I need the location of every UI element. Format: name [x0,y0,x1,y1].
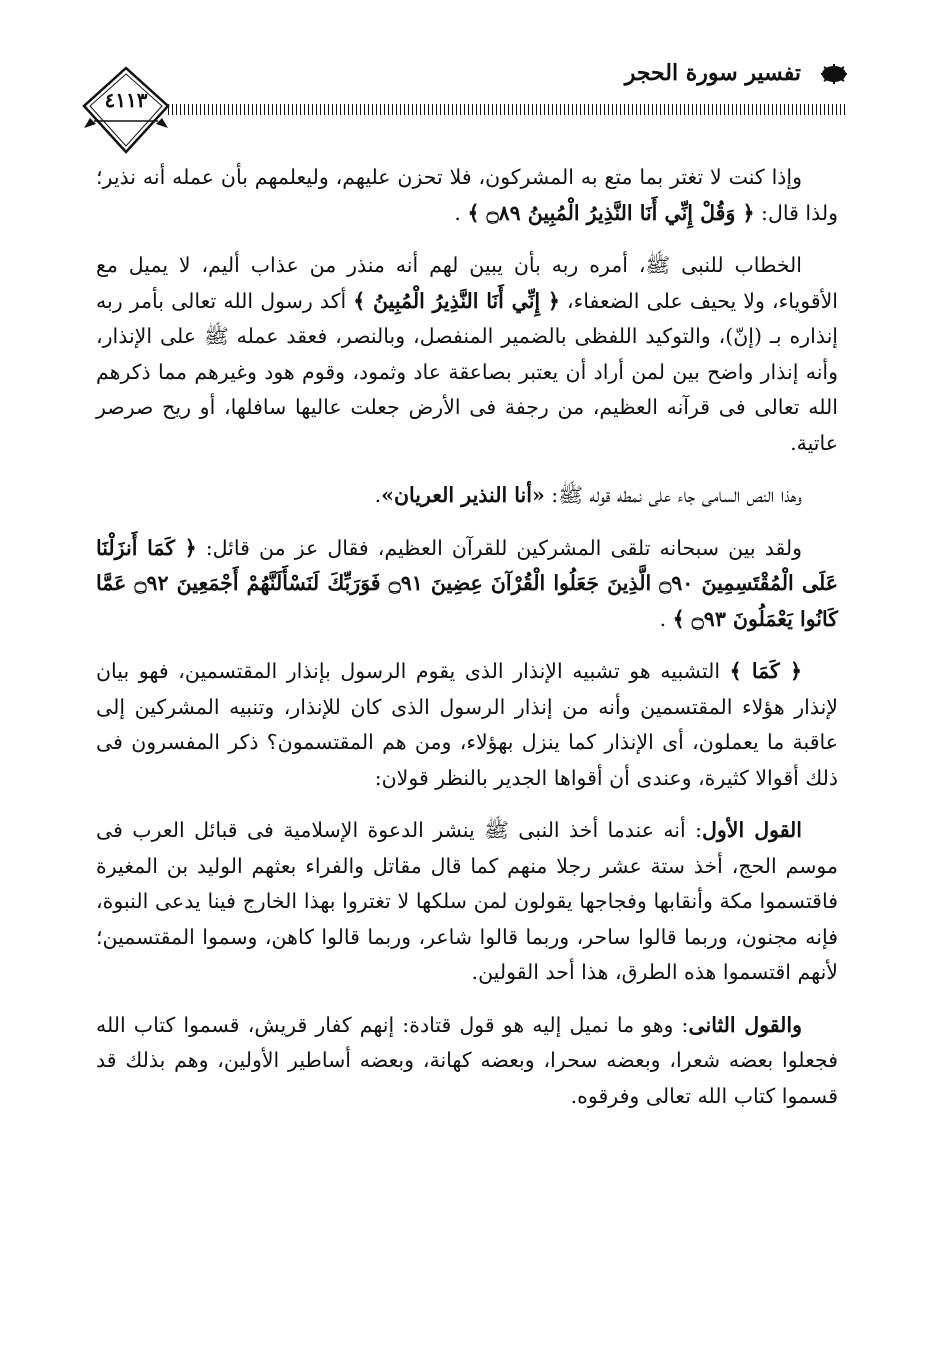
paragraph-4 [96,531,838,638]
header-rule [168,104,846,115]
paragraph-text-after: أكد رسول الله تعالى بأمر ربه إنذاره بـ (إنّ)، والتوكيد اللفظى بالضمير المنفصل، وبالنصر، فعقد عمله ﷺ على الإنذار، وأنه إنذار واضح بين لمن أراد أن يعتبر بصاعقة عاد وثمود، وقوم هود وغيرهم مما ذكرهم الله تعالى فى قرآنه العظيم، من رجفة فى الأرض جعلت عاليها سافلها، أو ريح صرصر عاتية. [96,288,838,455]
paragraph-text: وهذا النص السامى جاء على نمطه قوله ﷺ: [544,483,802,507]
quran-verse: ﴿ إِنِّي أَنَا النَّذِيرُ الْمُبِينُ ﴾ [353,288,560,313]
first-opinion-heading: القول الأول [702,818,802,842]
paragraph-2 [96,248,838,461]
paragraph-text: ولقد بين سبحانه تلقى المشركين للقرآن العظيم، فقال عز من قائل: [196,535,802,560]
paragraph-1 [96,160,838,231]
quran-verse: ﴿ كَمَا ﴾ [729,659,802,683]
paragraph-text: الخطاب للنبى ﷺ، أمره ربه بأن يبين لهم أنه منذر من عذاب أليم، لا يميل مع الأقوياء، ولا يحيف على الضعفاء، [96,253,838,313]
second-opinion-heading: والقول الثانى [688,1012,803,1037]
paragraph-text-after: : أنه عندما أخذ النبى ﷺ ينشر الدعوة الإسلامية فى قبائل العرب فى موسم الحج، أخذ ستة عشر رجلا منهم كما قال مقاتل والفراء بعثهم الوليد بن المغيرة فاقتسموا مكة وأنقابها وفجاجها يقولون لمن سلكها لا تغتروا بهذا الخارج فينا يدعى النبوة، فإنه مجنون، وربما قالوا ساحر، وربما قالوا شاعر، وربما قالوا كاهن، وسموا المقتسمين؛ لأنهم اقتسموا هذه الطرق، هذا أحد القولين. [96,818,838,984]
paragraph-3 [96,478,838,514]
running-header-title: تفسير سورة الحجر [624,60,801,86]
paragraph-text-after: : وهو ما نميل إليه هو قول قتادة: إنهم كفار قريش، قسموا كتاب الله فجعلوا بعضه شعرا، وبعضه سحرا، وبعضه كهانة، وبعضه أساطير الأولين، وهم بذلك قد قسموا كتاب الله تعالى وفرقوه. [96,1012,838,1108]
rosette-ornament-icon [820,64,848,84]
paragraph-text-after: التشبيه هو تشبيه الإنذار الذى يقوم الرسول بإنذار المقتسمين، فهو بيان لإنذار هؤلاء المقتسمين وأنه من إنذار الرسول الذى كان للإنذار، وتنبيه المشركين إلى عاقبة ما يعملون، أى الإنذار كما ينزل بهؤلاء، ومن هم المقتسمون؟ ذكر المفسرون فى ذلك أقوالا كثيرة، وعندى أن أقواها الجدير بالنظر قولان: [96,659,838,790]
paragraph-7 [96,1008,838,1115]
quran-verse: ﴿ كَمَا أَنزَلْنَا عَلَى الْمُقْتَسِمِينَ ۝٩٠ الَّذِينَ جَعَلُوا الْقُرْآنَ عِضِينَ ۝٩١ فَوَرَبِّكَ لَنَسْأَلَنَّهُمْ أَجْمَعِينَ ۝٩٢ عَمَّا كَانُوا يَعْمَلُونَ ۝٩٣ ﴾ [96,535,838,631]
page-body [96,160,838,1131]
quran-verse: ﴿ وَقُلْ إِنِّي أَنَا النَّذِيرُ الْمُبِينُ ۝٨٩ ﴾ [467,200,755,225]
page-number: ٤١١٣ [104,88,148,112]
paragraph-text: وإذا كنت لا تغتر بما متع به المشركون، فلا تحزن عليهم، وليعلمهم بأن عمله أنه نذير؛ ولذا قال: [96,165,838,225]
paragraph-6 [96,813,838,991]
hadith-quote: «أنا النذير العريان» [381,483,545,507]
paragraph-text-after: . [374,483,382,507]
paragraph-text-after: . [454,200,468,225]
paragraph-text-after: . [659,606,673,631]
paragraph-5 [96,654,838,796]
